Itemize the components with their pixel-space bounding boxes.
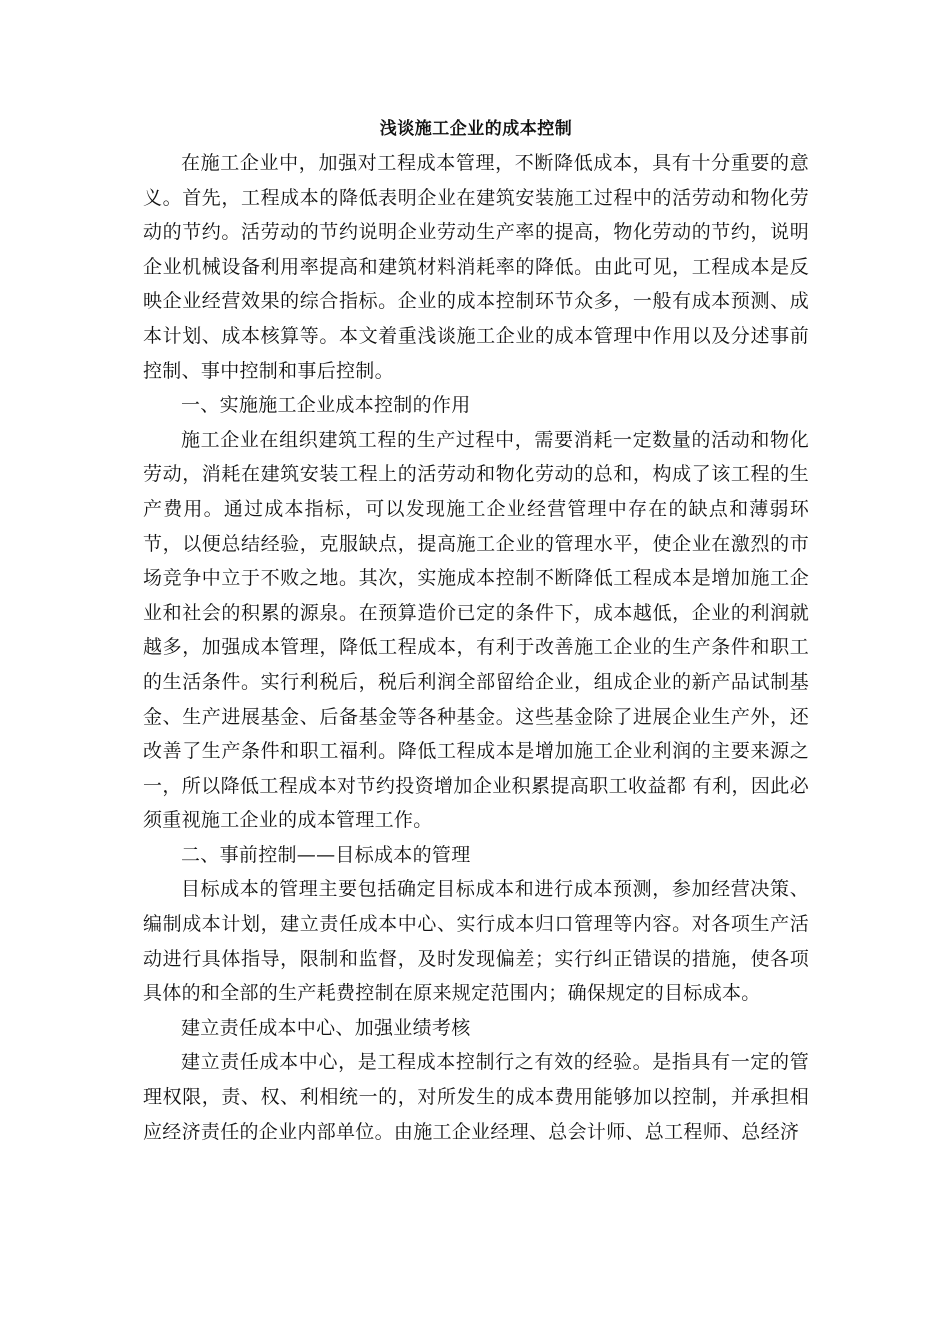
document-title: 浅谈施工企业的成本控制 — [379, 119, 573, 139]
paragraph-role: 施工企业在组织建筑工程的生产过程中，需要消耗一定数量的活动和物化劳动，消耗在建筑安装工程上的活劳动和物化劳动的总和，构成了该工程的生产费用。通过成本指标，可以发现施工企业经营管理中存在的缺点和薄弱环节，以便总结经验，克服缺点，提高施工企业的管理水平，使企业在激烈的市场竞争中立于不败之地。其次，实施成本控制不断降低工程成本是增加施工企业和社会的积累的源泉。在预算造价已定的条件下，成本越低，企业的利润就越多，加强成本管理，降低工程成本，有利于改善施工企业的生产条件和职工的生活条件。实行利税后，税后利润全部留给企业，组成企业的新产品试制基金、生产进展基金、后备基金等各种基金。这些基金除了进展企业生产外，还改善了生产条件和职工福利。降低工程成本是增加施工企业利润的主要来源之一，所以降低工程成本对节约投资增加企业积累提高职工收益都 有利，因此必须重视施工企业的成本管理工作。 — [143, 428, 809, 832]
section-heading-1: 一、实施施工企业成本控制的作用 — [181, 394, 471, 417]
paragraph-responsibility-center: 建立责任成本中心，是工程成本控制行之有效的经验。是指具有一定的管理权限，责、权、利相统一的，对所发生的成本费用能够加以控制，并承担相应经济责任的企业内部单位。由施工企业经理、总会计师、总工程师、总经济 — [143, 1051, 809, 1143]
section-heading-2: 二、事前控制——目标成本的管理 — [181, 843, 471, 866]
subsection-heading-responsibility: 建立责任成本中心、加强业绩考核 — [181, 1016, 471, 1039]
document-page — [143, 118, 809, 1149]
paragraph-intro: 在施工企业中，加强对工程成本管理，不断降低成本，具有十分重要的意义。首先，工程成本的降低表明企业在建筑安装施工过程中的活劳动和物化劳动的节约。活劳动的节约说明企业劳动生产率的提高，物化劳动的节约，说明企业机械设备利用率提高和建筑材料消耗率的降低。由此可见，工程成本是反映企业经营效果的综合指标。企业的成本控制环节众多，一般有成本预测、成本计划、成本核算等。本文着重浅谈施工企业的成本管理中作用以及分述事前控制、事中控制和事后控制。 — [143, 152, 809, 382]
paragraph-target-cost: 目标成本的管理主要包括确定目标成本和进行成本预测，参加经营决策、编制成本计划，建立责任成本中心、实行成本归口管理等内容。对各项生产活动进行具体指导，限制和监督，及时发现偏差；实行纠正错误的措施，使各项具体的和全部的生产耗费控制在原来规定范围内；确保规定的目标成本。 — [143, 878, 809, 1005]
